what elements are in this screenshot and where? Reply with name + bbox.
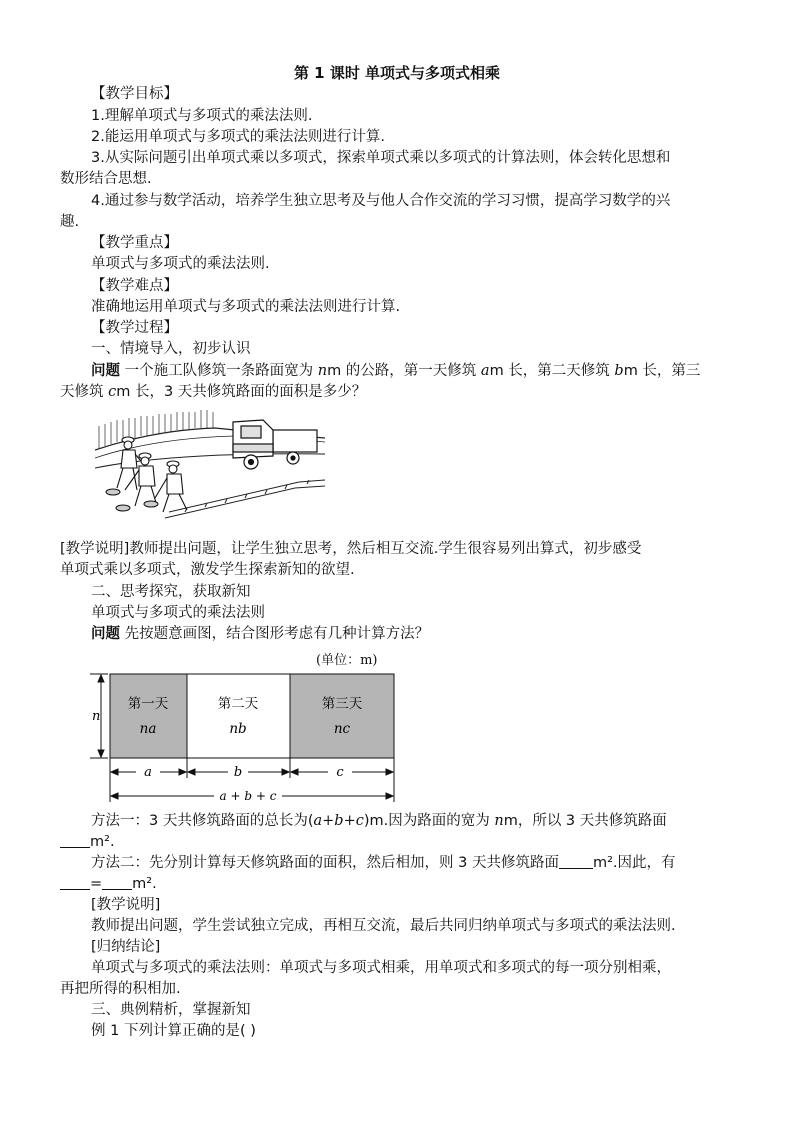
goal-item-2: 2.能运用单项式与多项式的乘法法则进行计算. [91, 129, 385, 145]
width-label-b: b [233, 765, 243, 780]
conclusion-line-2: 再把所得的积相加. [60, 981, 181, 997]
section-2-heading: 二、思考探究，获取新知 [91, 584, 251, 600]
conclusion-heading: [归纳结论] [91, 939, 161, 955]
teaching-note-2-text: 教师提出问题，学生尝试独立完成，再相互交流，最后共同归纳单项式与多项式的乘法法则. [91, 918, 676, 934]
cell-day-1-expr: na [139, 721, 157, 737]
method-1-line-1: 方法一：3 天共修筑路面的总长为(a+b+c)m.因为路面的宽为 nm，所以 3 天共修筑路面 [91, 813, 667, 829]
goal-item-3: 3.从实际问题引出单项式乘以多项式，探索单项式乘以多项式的计算法则，体会转化思想和 [91, 150, 671, 166]
teaching-note-1-line-2: 单项式乘以多项式，激发学生探索新知的欲望. [60, 562, 355, 578]
answer-blank-4[interactable] [102, 875, 132, 890]
question-1-line-1: 问题 一个施工队修筑一条路面宽为 nm 的公路，第一天修筑 am 长，第二天修筑 bm 长，第三 [91, 363, 701, 379]
figure-unit-label: (单位：m) [316, 653, 378, 668]
area-diagram [88, 672, 398, 804]
key-point-text: 单项式与多项式的乘法法则. [91, 256, 270, 272]
section-1-heading: 一、情境导入，初步认识 [91, 341, 251, 357]
example-1: 例 1 下列计算正确的是( ) [91, 1023, 256, 1039]
cell-day-2-label: 第二天 [217, 696, 259, 712]
cell-day-2-expr: nb [229, 721, 247, 737]
total-width-label: a + b + c [219, 789, 277, 803]
difficulty-heading: 【教学难点】 [91, 278, 178, 294]
cell-day-2 [187, 674, 290, 758]
process-heading: 【教学过程】 [91, 320, 178, 336]
teaching-note-2-heading: [教学说明] [91, 897, 161, 913]
answer-blank-3[interactable] [60, 875, 90, 890]
teaching-note-1-line-1: [教学说明]教师提出问题，让学生独立思考，然后相互交流.学生很容易列出算式，初步感受 [60, 541, 642, 557]
question-1-line-2: 天修筑 cm 长，3 天共修筑路面的面积是多少？ [60, 384, 367, 400]
key-point-heading: 【教学重点】 [91, 235, 178, 251]
goal-item-1: 1.理解单项式与多项式的乘法法则. [91, 108, 313, 124]
question-label: 问题 [91, 363, 120, 379]
goal-item-4: 4.通过参与数学活动，培养学生独立思考及与他人合作交流的学习习惯，提高学习数学的兴 [91, 193, 671, 209]
question-2: 问题 先按题意画图，结合图形考虑有几种计算方法？ [91, 626, 430, 642]
answer-blank-1[interactable] [60, 833, 90, 848]
goals-heading: 【教学目标】 [91, 86, 178, 102]
lesson-title: 第 1 课时 单项式与多项式相乘 [293, 64, 501, 82]
rule-title: 单项式与多项式的乘法法则 [91, 605, 265, 621]
goal-item-4-cont: 趣. [60, 214, 80, 230]
cell-day-1 [110, 674, 187, 758]
height-label-n: n [92, 709, 101, 724]
method-2-line-1: 方法二：先分别计算每天修筑路面的面积，然后相加，则 3 天共修筑路面 m².因此，有 [91, 855, 676, 871]
method-1-line-2: m². [60, 832, 115, 852]
width-label-c: c [336, 765, 344, 780]
section-3-heading: 三、典例精析，掌握新知 [91, 1002, 251, 1018]
conclusion-line-1: 单项式与多项式的乘法法则：单项式与多项式相乘，用单项式和多项式的每一项分别相乘， [91, 960, 671, 976]
width-label-a: a [144, 765, 152, 780]
question-label: 问题 [91, 626, 120, 642]
method-2-line-2: = m². [60, 874, 157, 894]
cell-day-3 [290, 674, 394, 758]
cell-day-1-label: 第一天 [127, 696, 169, 712]
answer-blank-2[interactable] [559, 854, 593, 869]
cell-day-3-expr: nc [333, 721, 351, 737]
difficulty-text: 准确地运用单项式与多项式的乘法法则进行计算. [91, 299, 401, 315]
cell-day-3-label: 第三天 [321, 696, 363, 712]
goal-item-3-cont: 数形结合思想. [60, 171, 152, 187]
road-workers-illustration [95, 408, 325, 520]
